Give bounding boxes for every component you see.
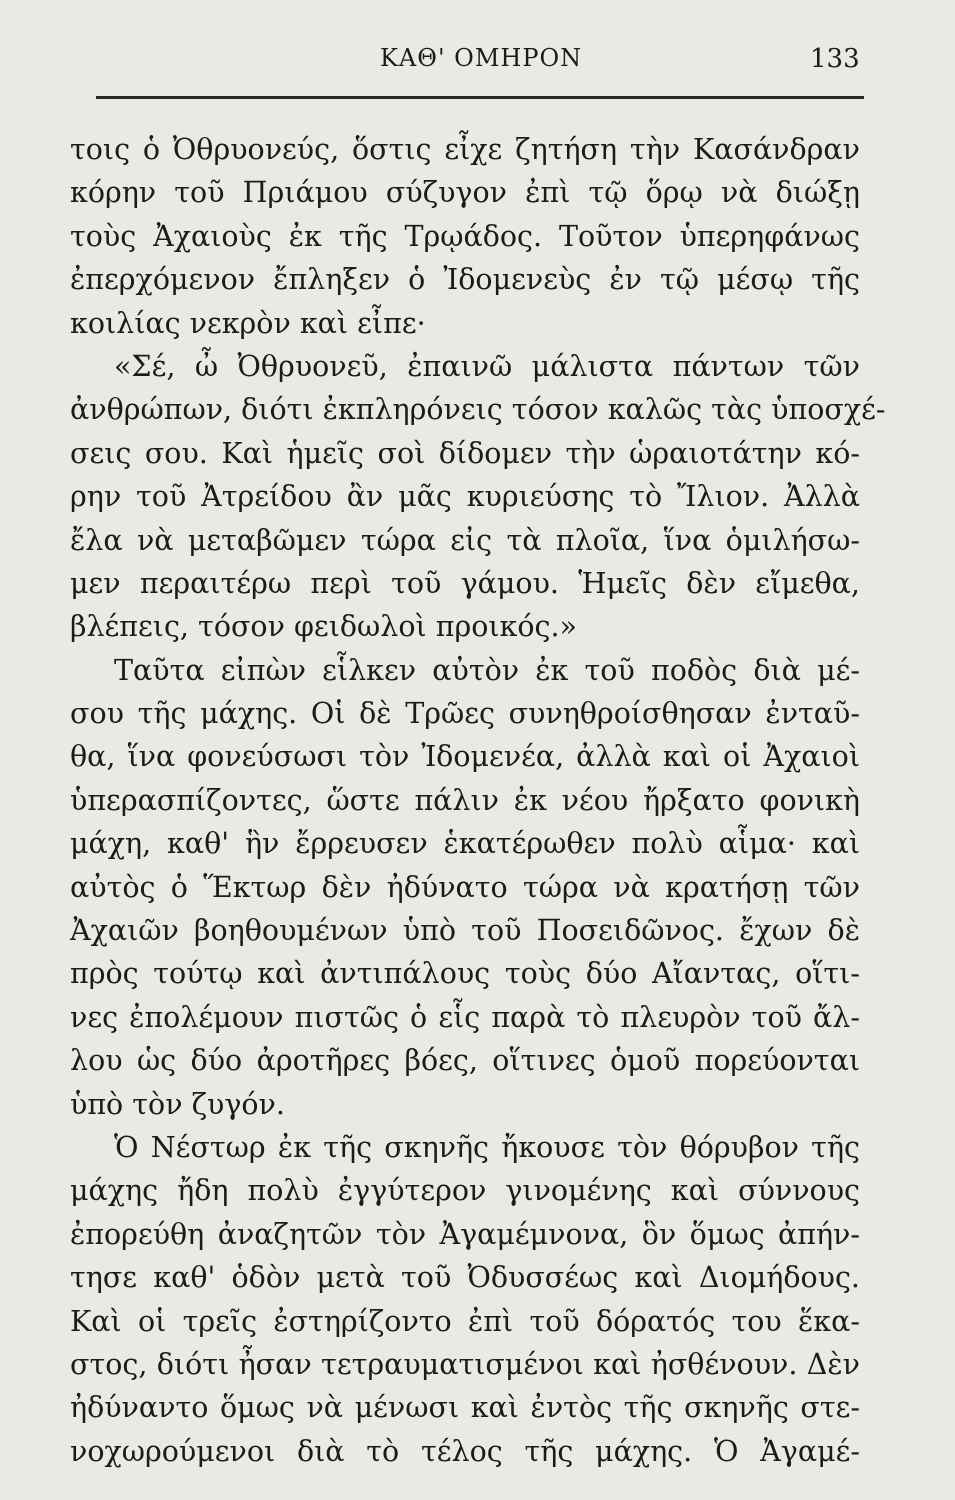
page-number: 133 xyxy=(810,44,860,74)
text-line: ὑπὸ τὸν ζυγόν. xyxy=(70,1087,285,1121)
text-line: νοχωρούμενοι διὰ τὸ τέλος τῆς μάχης. Ὁ Ἀγαμέ- xyxy=(70,1434,860,1468)
text-line: ρην τοῦ Ἀτρείδου ἂν μᾶς κυριεύσης τὸ Ἴλιον. Ἀλλὰ xyxy=(70,480,860,514)
text-line: βλέπεις, τόσον φειδωλοὶ προικός.» xyxy=(70,610,577,644)
text-line: ἔλα νὰ μεταβῶμεν τώρα εἰς τὰ πλοῖα, ἵνα ὁμιλήσω- xyxy=(70,523,860,557)
text-line: Καὶ οἱ τρεῖς ἐστηρίζοντο ἐπὶ τοῦ δόρατός του ἕκα- xyxy=(70,1304,860,1338)
text-line: ὑπερασπίζοντες, ὥστε πάλιν ἐκ νέου ἤρξατο φονικὴ xyxy=(70,783,860,817)
text-line: τησε καθ' ὁδὸν μετὰ τοῦ Ὀδυσσέως καὶ Διομήδους. xyxy=(70,1261,860,1295)
running-title: ΚΑΘ' ΟΜΗΡΟΝ xyxy=(380,44,583,72)
text-line: τοὺς Ἀχαιοὺς ἐκ τῆς Τρῳάδος. Τοῦτον ὑπερηφάνως xyxy=(70,219,860,253)
text-line: κόρην τοῦ Πριάμου σύζυγον ἐπὶ τῷ ὅρῳ νὰ διώξῃ xyxy=(70,176,860,210)
text-line: μάχη, καθ' ἣν ἔρρευσεν ἑκατέρωθεν πολὺ αἷμα· καὶ xyxy=(70,827,860,861)
text-line: θα, ἵνα φονεύσωσι τὸν Ἰδομενέα, ἀλλὰ καὶ οἱ Ἀχαιοὶ xyxy=(70,740,860,774)
text-line: ἐπορεύθη ἀναζητῶν τὸν Ἀγαμέμνονα, ὃν ὅμως ἀπήν- xyxy=(70,1217,860,1251)
text-line: μάχης ἤδη πολὺ ἐγγύτερον γινομένης καὶ σύννους xyxy=(70,1174,860,1208)
page-header xyxy=(0,44,955,84)
body-text xyxy=(70,128,886,1473)
text-line: ἠδύναντο ὅμως νὰ μένωσι καὶ ἐντὸς τῆς σκηνῆς στε- xyxy=(70,1391,860,1425)
text-line: σου τῆς μάχης. Οἱ δὲ Τρῶες συνηθροίσθησαν ἐνταῦ- xyxy=(70,697,860,731)
text-line: τοις ὁ Ὀθρυονεύς, ὅστις εἶχε ζητήση τὴν Κασάνδραν xyxy=(70,133,860,166)
text-line: μεν περαιτέρω περὶ τοῦ γάμου. Ἡμεῖς δὲν εἴμεθα, xyxy=(70,566,860,600)
text-line: πρὸς τούτῳ καὶ ἀντιπάλους τοὺς δύο Αἴαντας, οἵτι- xyxy=(70,957,860,991)
text-line: λου ὡς δύο ἀροτῆρες βόες, οἵτινες ὁμοῦ πορεύονται xyxy=(70,1044,860,1078)
text-line: ἀνθρώπων, διότι ἐκπληρόνεις τόσον καλῶς τὰς ὑποσχέ- xyxy=(70,393,886,427)
text-line: σεις σου. Καὶ ἡμεῖς σοὶ δίδομεν τὴν ὡραιοτάτην κό- xyxy=(70,436,860,470)
text-line: στος, διότι ἦσαν τετραυματισμένοι καὶ ἠσθένουν. Δὲν xyxy=(70,1347,860,1381)
text-line: Ὁ Νέστωρ ἐκ τῆς σκηνῆς ἤκουσε τὸν θόρυβον τῆς xyxy=(114,1130,860,1164)
text-line: νες ἐπολέμουν πιστῶς ὁ εἷς παρὰ τὸ πλευρὸν τοῦ ἄλ- xyxy=(70,1000,860,1034)
text-line: «Σέ, ὦ Ὀθρυονεῦ, ἐπαινῶ μάλιστα πάντων τῶν xyxy=(114,349,860,383)
header-rule xyxy=(96,96,864,99)
text-line: ἐπερχόμενον ἔπληξεν ὁ Ἰδομενεὺς ἐν τῷ μέσῳ τῆς xyxy=(70,263,860,297)
text-line: Ταῦτα εἰπὼν εἷλκεν αὐτὸν ἐκ τοῦ ποδὸς διὰ μέ- xyxy=(114,653,860,687)
text-line: κοιλίας νεκρὸν καὶ εἶπε· xyxy=(70,306,426,340)
text-line: Ἀχαιῶν βοηθουμένων ὑπὸ τοῦ Ποσειδῶνος. ἔχων δὲ xyxy=(70,914,860,948)
text-line: αὐτὸς ὁ Ἕκτωρ δὲν ἠδύνατο τώρα νὰ κρατήσῃ τῶν xyxy=(70,870,860,904)
